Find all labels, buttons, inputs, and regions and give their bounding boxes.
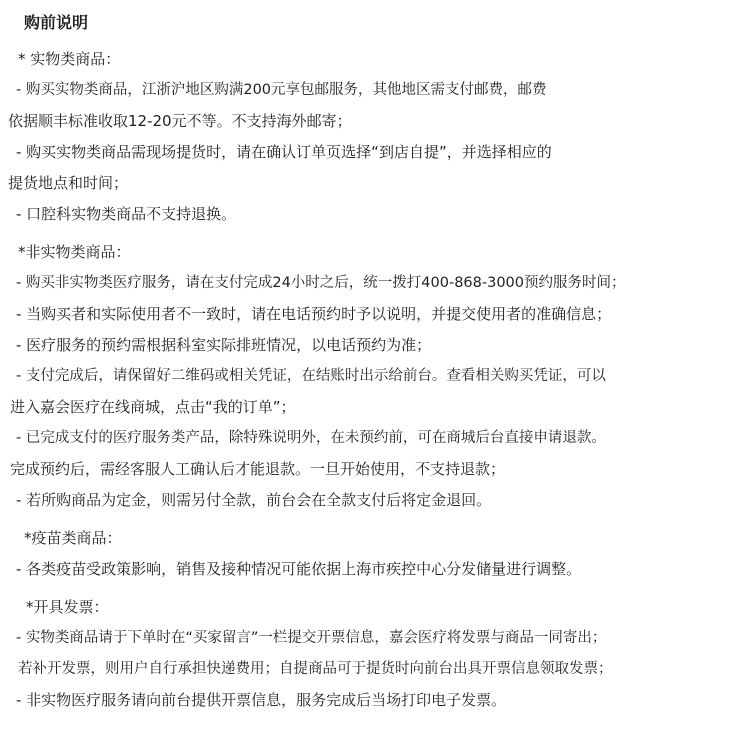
- notice-line: 提货地点和时间；: [8, 174, 129, 192]
- notice-line: - 已完成支付的医疗服务类产品，除特殊说明外，在未预约前，可在商城后台直接申请退款。: [16, 430, 606, 446]
- notice-line: - 购买实物类商品需现场提货时，请在确认订单页选择“到店自提”，并选择相应的: [16, 143, 552, 161]
- notice-line: - 购买实物类商品，江浙沪地区购满200元享包邮服务，其他地区需支付邮费，邮费: [16, 82, 547, 98]
- section-heading-nonphysical: *非实物类商品：: [18, 243, 131, 261]
- section-heading-vaccine: *疫苗类商品：: [24, 529, 122, 547]
- notice-line: - 当购买者和实际使用者不一致时，请在电话预约时予以说明，并提交使用者的准确信息；: [16, 305, 612, 323]
- notice-line: - 支付完成后，请保留好二维码或相关凭证，在结账时出示给前台。查看相关购买凭证，可以: [16, 368, 606, 384]
- notice-line: - 非实物医疗服务请向前台提供开票信息，服务完成后当场打印电子发票。: [16, 691, 507, 709]
- notice-line: - 口腔科实物类商品不支持退换。: [16, 205, 237, 223]
- notice-line: 完成预约后，需经客服人工确认后才能退款。一旦开始使用，不支持退款；: [10, 460, 506, 478]
- section-heading-invoice: *开具发票：: [26, 598, 109, 616]
- notice-line: 依据顺丰标准收取12-20元不等。不支持海外邮寄；: [8, 112, 352, 130]
- page-title: 购前说明: [24, 13, 89, 32]
- section-heading-physical: * 实物类商品：: [18, 50, 121, 68]
- notice-line: - 医疗服务的预约需根据科室实际排班情况，以电话预约为准；: [16, 336, 432, 354]
- notice-line: 若补开发票，则用户自行承担快递费用；自提商品可于提货时向前台出具开票信息领取发票；: [18, 661, 613, 677]
- notice-line: - 实物类商品请于下单时在“买家留言”一栏提交开票信息，嘉会医疗将发票与商品一同寄出；: [16, 630, 607, 646]
- notice-line: 进入嘉会医疗在线商城，点击“我的订单”；: [10, 398, 296, 416]
- notice-line: - 若所购商品为定金，则需另付全款，前台会在全款支付后将定金退回。: [16, 491, 492, 509]
- notice-line: - 各类疫苗受政策影响，销售及接种情况可能依据上海市疾控中心分发储量进行调整。: [16, 560, 582, 578]
- notice-line: - 购买非实物类医疗服务，请在支付完成24小时之后，统一拨打400-868-3000预约服务时间；: [16, 275, 626, 291]
